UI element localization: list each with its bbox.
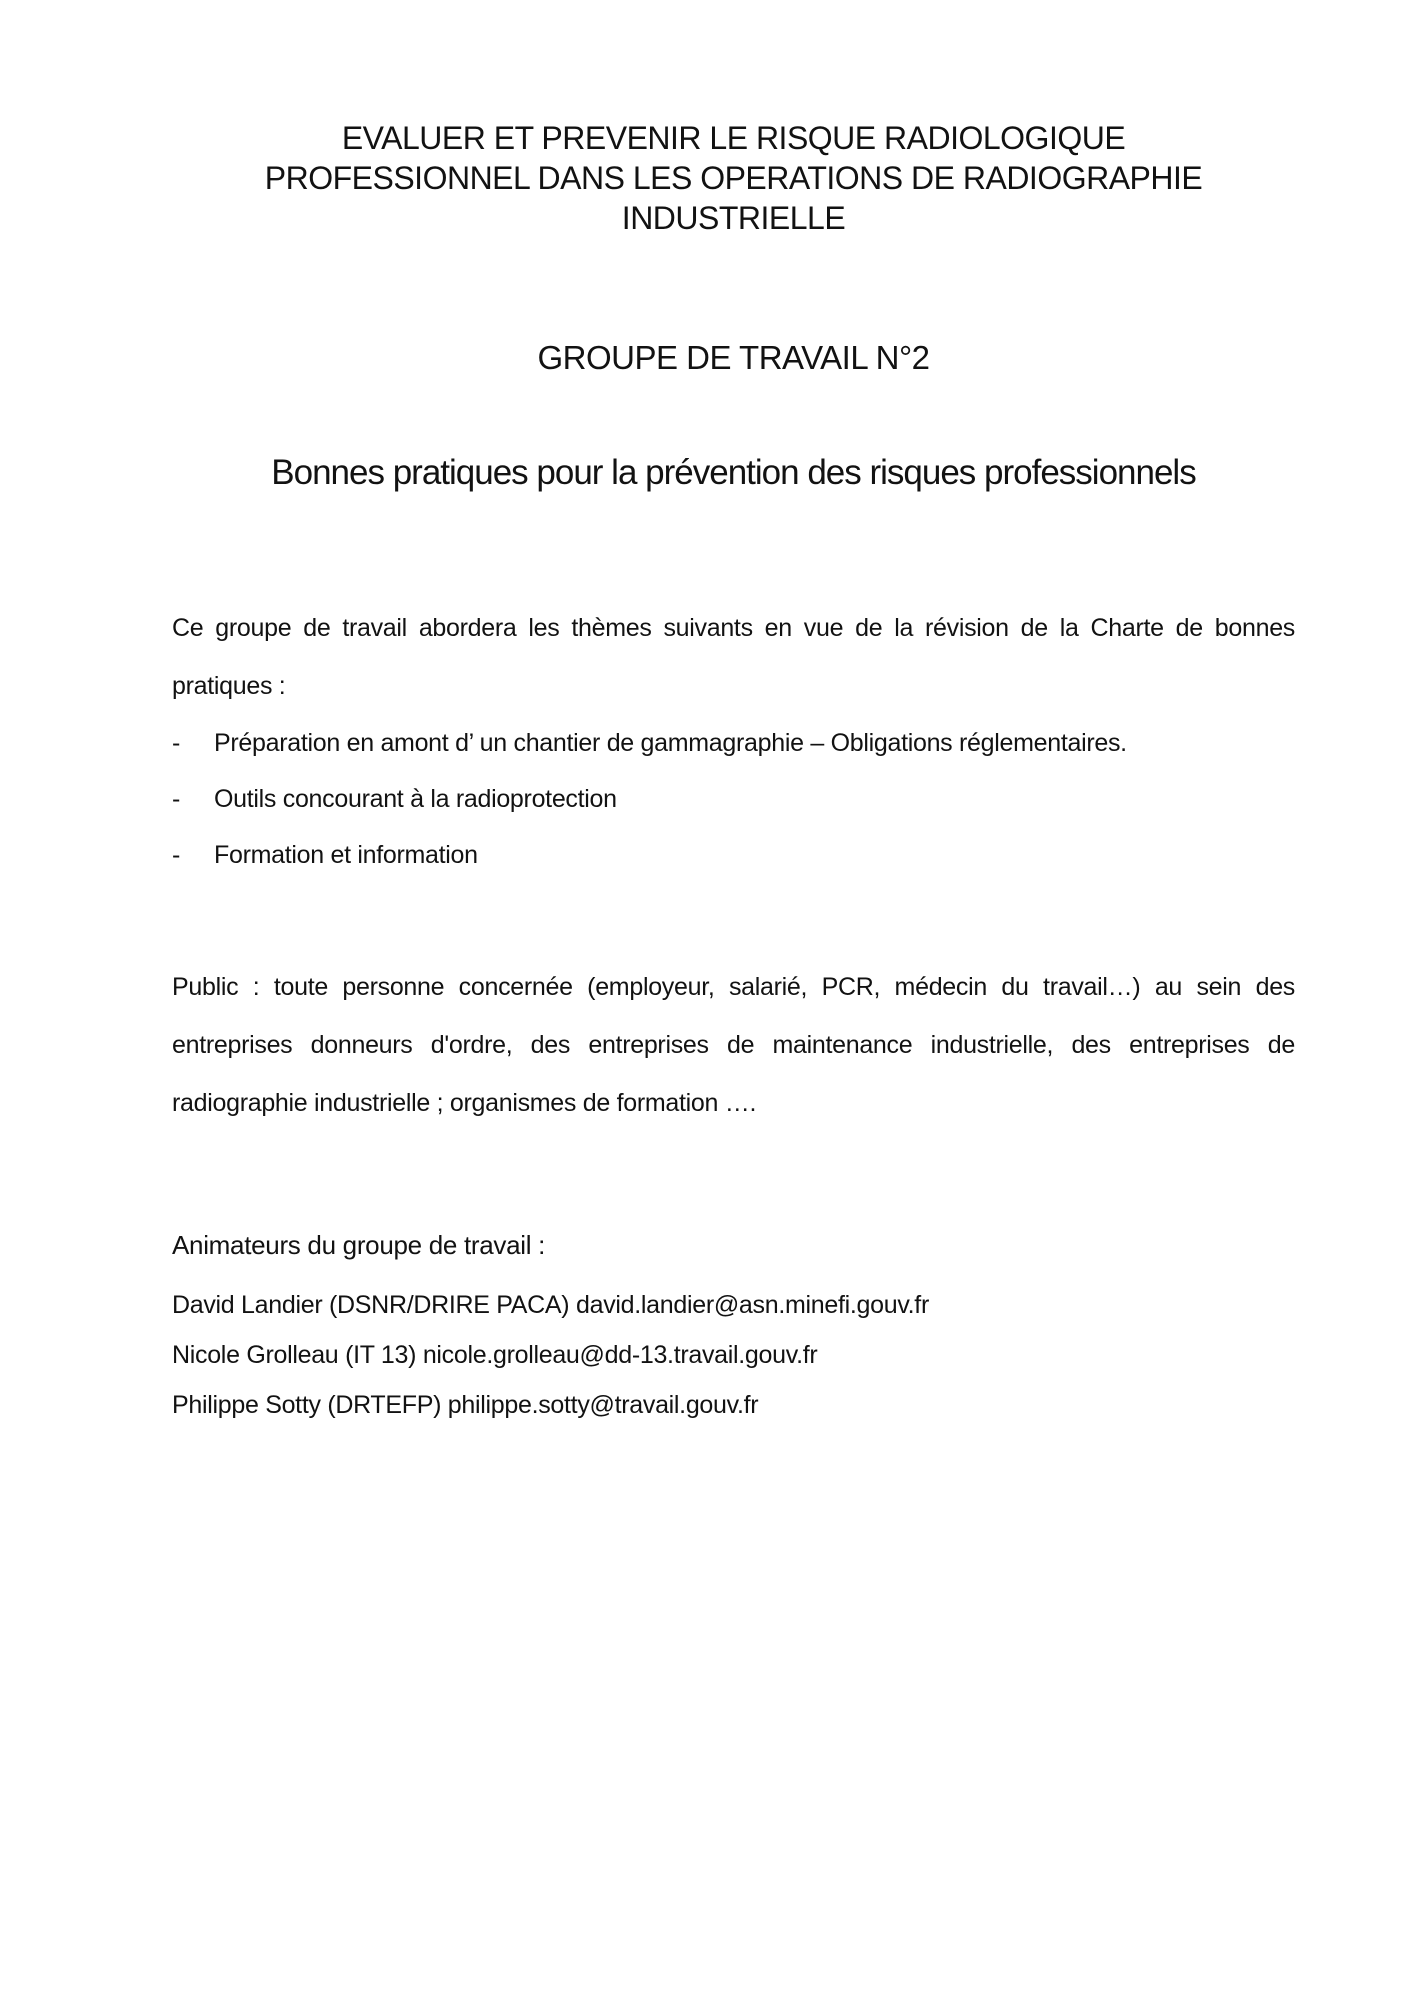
document-title-line-3: INDUSTRIELLE: [621, 200, 846, 236]
document-title: [172, 118, 1295, 238]
document-title-line-1: EVALUER ET PREVENIR LE RISQUE RADIOLOGIQUE: [341, 120, 1126, 156]
animator-org: (DSNR/DRIRE PACA): [329, 1291, 570, 1319]
animator-name: Philippe Sotty: [172, 1391, 321, 1419]
animators-heading: Animateurs du groupe de travail :: [172, 1230, 546, 1260]
list-item: [172, 771, 1295, 827]
public-paragraph: Public : toute personne concernée (employeur, salarié, PCR, médecin du travail…) au sein des entreprises donneurs d'ordre, des entreprises de maintenance industrielle, des entreprises de radiographie industrielle ; organismes de formation ….: [172, 973, 1295, 1117]
themes-list: [172, 715, 1295, 883]
animators-list: [172, 1280, 1295, 1430]
animator-org: (IT 13): [345, 1341, 417, 1369]
animator-line: [172, 1330, 1295, 1380]
document-title-line-2: PROFESSIONNEL DANS LES OPERATIONS DE RADIOGRAPHIE: [264, 160, 1203, 196]
animator-email: nicole.grolleau@dd-13.travail.gouv.fr: [422, 1341, 818, 1369]
list-item-text: Outils concourant à la radioprotection: [214, 785, 617, 813]
list-item-text: Formation et information: [214, 841, 478, 869]
dash-marker: -: [172, 841, 181, 869]
list-item: [172, 715, 1295, 771]
group-heading: GROUPE DE TRAVAIL N°2: [537, 339, 930, 376]
animator-email: david.landier@asn.minefi.gouv.fr: [575, 1291, 929, 1319]
animator-name: Nicole Grolleau: [172, 1341, 339, 1369]
document-subtitle: Bonnes pratiques pour la prévention des risques professionnels: [271, 453, 1196, 492]
dash-marker: -: [172, 729, 181, 757]
intro-paragraph: Ce groupe de travail abordera les thèmes suivants en vue de la révision de la Charte de bonnes pratiques :: [172, 614, 1295, 700]
list-item: [172, 827, 1295, 883]
dash-marker: -: [172, 785, 181, 813]
animator-name: David Landier: [172, 1291, 323, 1319]
animator-org: (DRTEFP): [327, 1391, 442, 1419]
animator-line: [172, 1380, 1295, 1430]
animator-line: [172, 1280, 1295, 1330]
animator-email: philippe.sotty@travail.gouv.fr: [447, 1391, 759, 1419]
list-item-text: Préparation en amont d’ un chantier de gammagraphie – Obligations réglementaires.: [214, 729, 1127, 757]
